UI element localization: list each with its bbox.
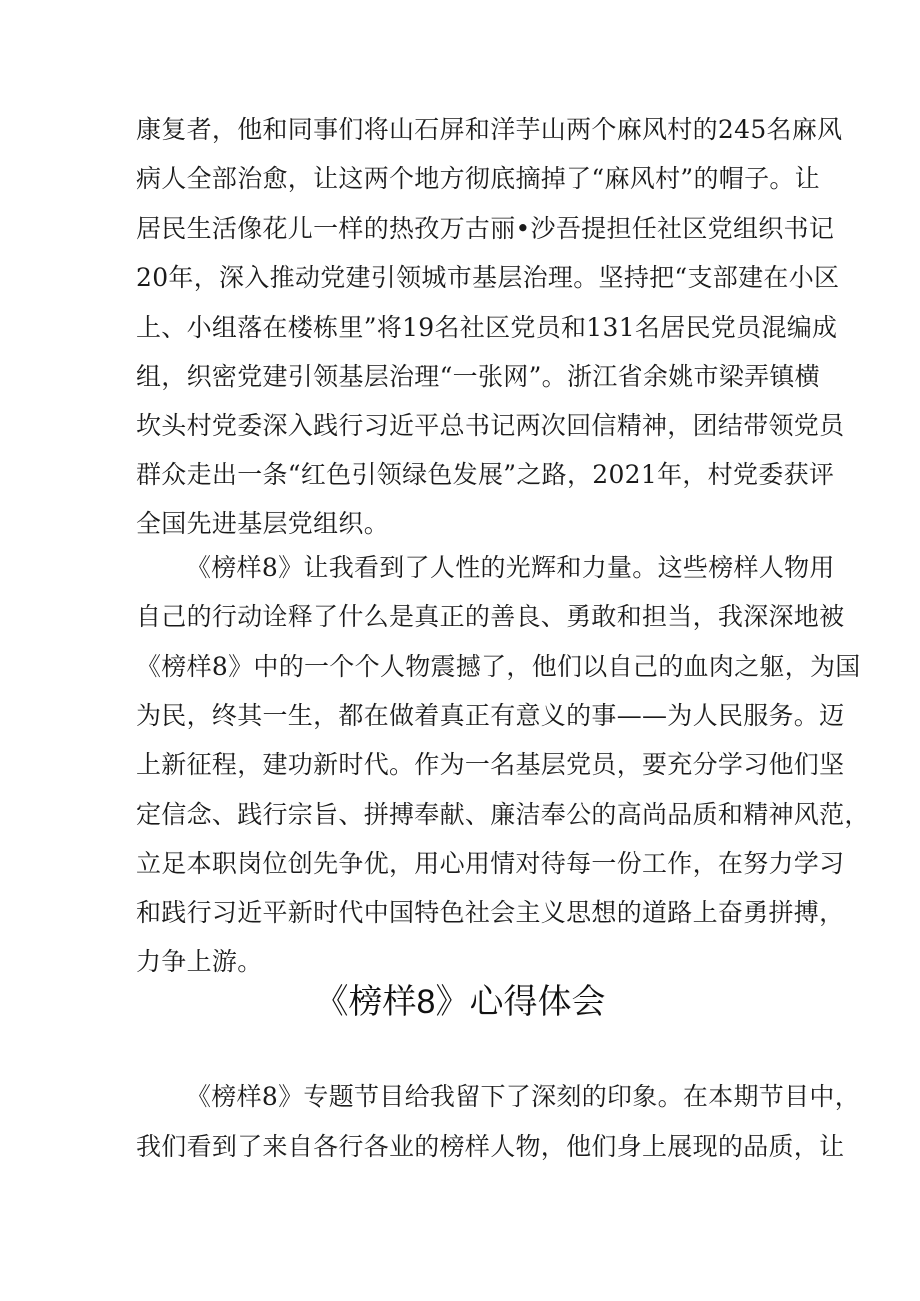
text-line: 康复者，他和同事们将山石屏和洋芋山两个麻风村的245名麻风 <box>136 115 843 144</box>
text-line: 和践行习近平新时代中国特色社会主义思想的道路上奋勇拼搏， <box>136 898 845 927</box>
text-line: 立足本职岗位创先争优，用心用情对待每一份工作，在努力学习 <box>136 849 845 878</box>
text-line: 力争上游。 <box>136 947 263 976</box>
text-line: 上新征程，建功新时代。作为一名基层党员，要充分学习他们坚 <box>136 750 845 779</box>
text-line: 群众走出一条“红色引领绿色发展”之路，2021年，村党委获评 <box>136 460 835 489</box>
text-line: 病人全部治愈，让这两个地方彻底摘掉了“麻风村”的帽子。让 <box>136 164 820 193</box>
section-heading: 《榜样8》心得体会 <box>314 983 606 1021</box>
text-line: 定信念、践行宗旨、拼搏奉献、廉洁奉公的高尚品质和精神风范， <box>136 800 870 829</box>
text-line: 上、小组落在楼栋里”将19名社区党员和131名居民党员混编成 <box>136 313 838 342</box>
text-line: 组，织密党建引领基层治理“一张网”。浙江省余姚市梁弄镇横 <box>136 362 820 391</box>
text-line: 20年，深入推动党建引领城市基层治理。坚持把“支部建在小区 <box>136 263 840 292</box>
text-line: 坎头村党委深入践行习近平总书记两次回信精神，团结带领党员 <box>136 411 845 440</box>
text-line: 全国先进基层党组织。 <box>136 509 390 538</box>
text-line: 居民生活像花儿一样的热孜万古丽•沙吾提担任社区党组织书记 <box>136 214 835 243</box>
text-line: 《榜样8》专题节目给我留下了深刻的印象。在本期节目中， <box>186 1082 861 1111</box>
text-line: 为民，终其一生，都在做着真正有意义的事——为人民服务。迈 <box>136 701 845 730</box>
text-line: 《榜样8》让我看到了人性的光辉和力量。这些榜样人物用 <box>186 553 835 582</box>
text-line: 自己的行动诠释了什么是真正的善良、勇敢和担当，我深深地被 <box>136 602 845 631</box>
text-line: 《榜样8》中的一个个人物震撼了，他们以自己的血肉之躯，为国 <box>136 652 861 681</box>
text-line: 我们看到了来自各行各业的榜样人物，他们身上展现的品质，让 <box>136 1132 845 1161</box>
